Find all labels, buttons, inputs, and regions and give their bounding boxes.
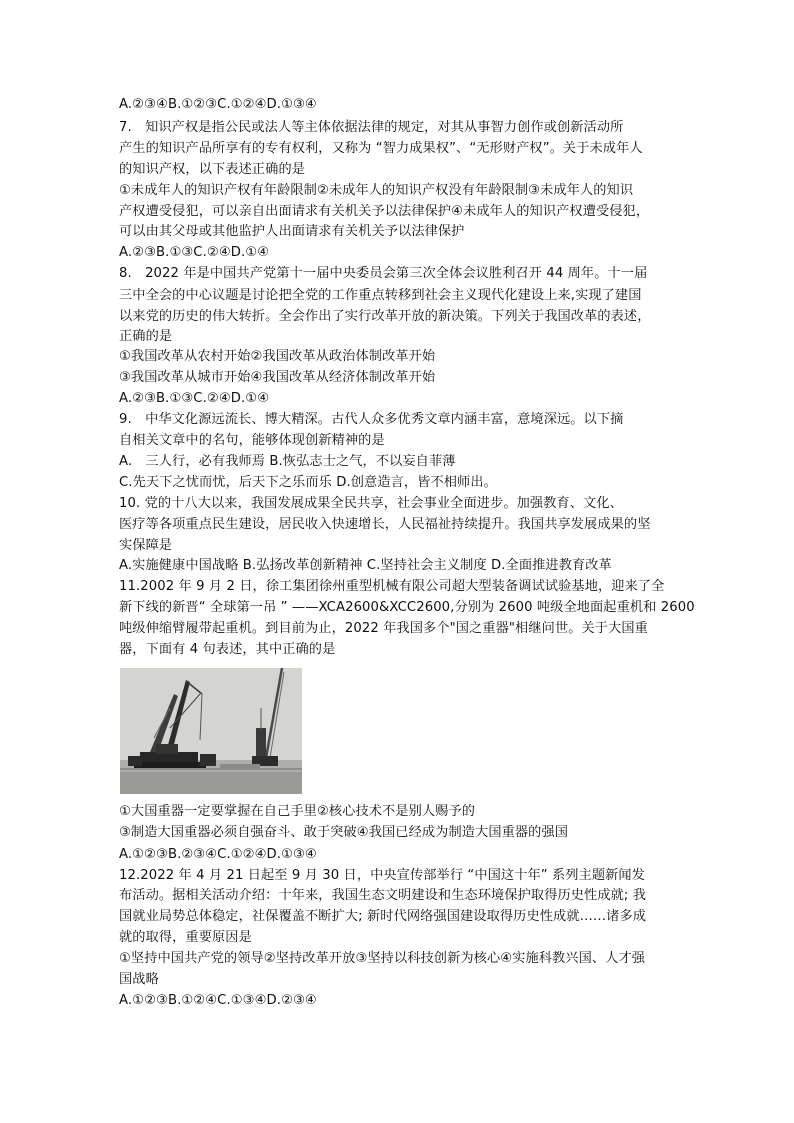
q12-statement-line-1: ①坚持中国共产党的领导②坚持改革开放③坚持以科技创新为核心④实施科教兴国、人才强 [119,951,646,966]
q10-stem-line-3: 实保障是 [119,538,173,553]
q11-stem-line-4: 器，下面有 4 句表述，其中正确的是 [119,642,336,657]
q7-statement-line-1: ①未成年人的知识产权有年龄限制②未成年人的知识产权没有年龄限制③未成年人的知识 [119,183,634,198]
q7-statement-line-3: 可以由其父母或其他监护人出面请求有关机关予以法律保护 [119,224,465,239]
q7-statement-line-2: 产权遭受侵犯，可以亲自出面请求有关机关予以法律保护④未成年人的知识产权遭受侵犯， [119,204,650,219]
q6-options: A.②③④B.①②③C.①②④D.①③④ [119,97,317,112]
q12-stem-line-3: 国就业局势总体稳定，社保覆盖不断扩大; 新时代网络强国建设取得历史性成就……诸多成 [119,909,647,924]
q8-statement-line-1: ①我国改革从农村开始②我国改革从政治体制改革开始 [119,349,436,364]
q7-stem-line-3: 的知识产权，以下表述正确的是 [119,162,306,177]
q9-stem-line-2: 自相关文章中的名句，能够体现创新精神的是 [119,433,385,448]
q11-stem-line-2: 新下线的新晋“ 全球第一吊 ” ——XCA2600&XCC2600,分别为 2600 吨级全地面起重机和 2600 [119,600,695,615]
q11-stem-line-1: 11.2002 年 9 月 2 日，徐工集团徐州重型机械有限公司超大型装备调试试验基地，迎来了全 [119,579,665,594]
q8-stem-line-1: 8. 2022 年是中国共产党第十一届中央委员会第三次全体会议胜利召开 44 周年。十一届 [119,266,648,281]
q10-stem-line-1: 10. 党的十八大以来，我国发展成果全民共享，社会事业全面进步。加强教育、文化、 [119,496,623,511]
q7-stem-line-1: 7. 知识产权是指公民或法人等主体依据法律的规定，对其从事智力创作或创新活动所 [119,120,624,135]
crane-photo [120,668,302,794]
q11-statement-line-1: ①大国重器一定要掌握在自己手里②核心技术不是别人赐予的 [119,804,476,819]
q10-options: A.实施健康中国战略 B.弘扬改革创新精神 C.坚持社会主义制度 D.全面推进教育改革 [119,558,612,573]
q9-options-line-2: C.先天下之忧而忧，后天下之乐而乐 D.创意造言，皆不相师出。 [119,475,497,490]
q10-stem-line-2: 医疗等各项重点民生建设，居民收入快速增长，人民福祉持续提升。我国共享发展成果的坚 [119,517,651,532]
q11-options: A.①②③B.②③④C.①②④D.①③④ [119,847,317,862]
q12-options: A.①②③B.①②④C.①③④D.②③④ [119,993,317,1008]
q7-options: A.②③B.①③C.②④D.①④ [119,245,270,260]
q8-stem-line-3: 以来党的历史的伟大转折。全会作出了实行改革开放的新决策。下列关于我国改革的表述， [119,309,651,324]
q11-stem-line-3: 吨级伸缩臂履带起重机。到目前为止，2022 年我国多个"国之重器"相继问世。关于大国重 [119,621,648,636]
q7-stem-line-2: 产生的知识产品所享有的专有权利，又称为 “智力成果权”、“无形财产权”。关于未成年人 [119,141,643,156]
q12-stem-line-1: 12.2022 年 4 月 21 日起至 9 月 30 日，中央宣传部举行 “中国这十年” 系列主题新闻发 [119,868,646,883]
q12-statement-line-2: 国战略 [119,972,159,987]
q11-statement-line-2: ③制造大国重器必须自强奋斗、敢于突破④我国已经成为制造大国重器的强国 [119,825,569,840]
crane-illustration [120,668,302,794]
q12-stem-line-2: 布活动。据相关活动介绍：十年来，我国生态文明建设和生态环境保护取得历史性成就; 我 [119,888,647,903]
q9-stem-line-1: 9. 中华文化源远流长、博大精深。古代人众多优秀文章内涵丰富，意境深远。以下摘 [119,412,624,427]
q9-options-line-1: A. 三人行，必有我师焉 B.恢弘志士之气，不以妄自菲薄 [119,454,456,469]
q12-stem-line-4: 就的取得，重要原因是 [119,930,252,945]
q8-options: A.②③B.①③C.②④D.①④ [119,391,270,406]
q8-stem-line-4: 正确的是 [119,329,173,344]
q8-statement-line-2: ③我国改革从城市开始④我国改革从经济体制改革开始 [119,370,436,385]
q8-stem-line-2: 三中全会的中心议题是讨论把全党的工作重点转移到社会主义现代化建设上来,实现了建国 [119,288,642,303]
